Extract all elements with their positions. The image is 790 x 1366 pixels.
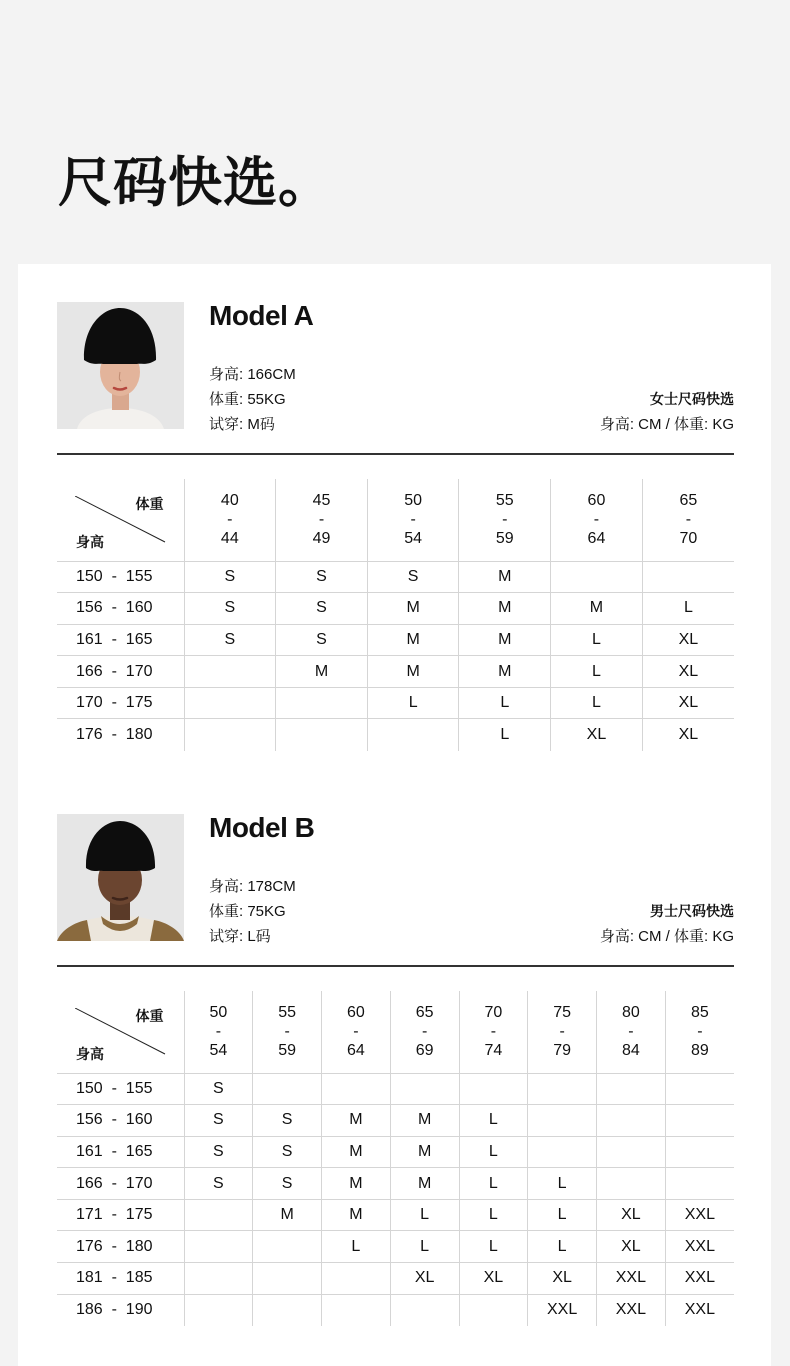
size-cell: XL — [597, 1231, 666, 1263]
size-cell — [184, 656, 276, 688]
model-tryon-size: 试穿: M码 — [209, 416, 275, 433]
table-row — [57, 1294, 734, 1326]
model-tryon-size: 试穿: L码 — [209, 928, 271, 945]
size-cell: XL — [390, 1263, 459, 1295]
size-cell: XL — [551, 719, 643, 751]
height-axis-label: 身高 — [76, 1046, 104, 1062]
size-table-a — [57, 479, 734, 751]
size-cell: M — [390, 1136, 459, 1168]
size-guide-card — [18, 264, 771, 1366]
weight-column-header: 50 - 54 — [367, 479, 459, 561]
size-cell — [597, 1073, 666, 1105]
size-cell — [322, 1073, 391, 1105]
size-cell: L — [459, 1168, 528, 1200]
size-cell: S — [184, 624, 276, 656]
table-row — [57, 1199, 734, 1231]
size-cell: XL — [597, 1199, 666, 1231]
weight-column-header: 45 - 49 — [276, 479, 368, 561]
model-name: Model A — [209, 300, 314, 331]
size-cell — [253, 1231, 322, 1263]
model-stats — [209, 874, 296, 949]
height-range: 166 - 170 — [57, 1168, 184, 1200]
height-range: 176 - 180 — [76, 726, 153, 744]
weight-column-header: 55 - 59 — [459, 479, 551, 561]
size-cell — [642, 561, 734, 593]
height-range: 170 - 175 — [57, 687, 184, 719]
weight-axis-label: 体重 — [135, 496, 164, 512]
size-cell: S — [253, 1136, 322, 1168]
table-row — [57, 656, 734, 688]
size-cell: L — [459, 1199, 528, 1231]
model-a-section — [57, 300, 734, 744]
size-cell: XL — [642, 624, 734, 656]
table-corner — [57, 991, 184, 1073]
size-cell: S — [184, 593, 276, 625]
size-cell: S — [184, 1136, 253, 1168]
guide-info — [600, 899, 734, 949]
size-table-b — [57, 991, 734, 1326]
size-cell: M — [276, 656, 368, 688]
height-range: 156 - 160 — [57, 593, 184, 625]
model-b-section — [57, 812, 734, 1319]
divider — [57, 453, 734, 455]
size-cell — [528, 1073, 597, 1105]
size-cell: M — [367, 656, 459, 688]
model-b-photo — [57, 814, 184, 941]
size-cell: L — [551, 656, 643, 688]
size-cell: XL — [459, 1263, 528, 1295]
weight-column-header: 80 - 84 — [597, 991, 666, 1073]
size-cell: XL — [642, 656, 734, 688]
size-cell — [551, 561, 643, 593]
size-cell: L — [390, 1199, 459, 1231]
size-cell: M — [322, 1105, 391, 1137]
size-cell — [253, 1294, 322, 1326]
weight-column-header: 55 - 59 — [253, 991, 322, 1073]
size-cell: L — [528, 1168, 597, 1200]
table-row — [57, 719, 734, 751]
size-cell: L — [459, 1231, 528, 1263]
size-cell — [459, 1294, 528, 1326]
guide-units: 身高: CM / 体重: KG — [599, 928, 734, 945]
size-cell: L — [642, 593, 734, 625]
size-cell: L — [551, 624, 643, 656]
guide-title: 女士尺码快选 — [650, 391, 734, 407]
size-cell: M — [459, 593, 551, 625]
table-row — [57, 561, 734, 593]
size-cell — [276, 687, 368, 719]
table-row — [57, 1105, 734, 1137]
weight-column-header: 60 - 64 — [322, 991, 391, 1073]
size-cell — [184, 1199, 253, 1231]
size-cell — [597, 1105, 666, 1137]
model-header — [57, 814, 734, 966]
height-range: 186 - 190 — [76, 1301, 153, 1319]
weight-column-header: 85 - 89 — [665, 991, 734, 1073]
model-header — [57, 302, 734, 454]
size-cell: L — [459, 687, 551, 719]
size-cell — [528, 1105, 597, 1137]
size-cell: M — [367, 593, 459, 625]
size-cell: S — [276, 561, 368, 593]
size-cell: S — [367, 561, 459, 593]
size-cell — [367, 719, 459, 751]
size-cell: M — [253, 1199, 322, 1231]
size-cell: M — [390, 1105, 459, 1137]
table-row — [57, 1168, 734, 1200]
size-cell: S — [276, 593, 368, 625]
table-row — [57, 1073, 734, 1105]
size-cell — [665, 1105, 734, 1137]
size-cell — [528, 1136, 597, 1168]
size-cell: XXL — [665, 1199, 734, 1231]
size-cell: M — [459, 561, 551, 593]
guide-units: 身高: CM / 体重: KG — [599, 416, 734, 433]
size-cell: M — [551, 593, 643, 625]
size-cell: S — [184, 1105, 253, 1137]
size-cell: L — [390, 1231, 459, 1263]
size-cell — [184, 1263, 253, 1295]
size-cell: L — [459, 1136, 528, 1168]
height-range: 181 - 185 — [57, 1263, 184, 1295]
size-cell: L — [551, 687, 643, 719]
size-cell — [184, 719, 276, 751]
size-cell — [184, 1294, 253, 1326]
model-weight: 体重: 75KG — [209, 903, 286, 920]
height-range: 150 - 155 — [57, 561, 184, 593]
size-cell — [390, 1294, 459, 1326]
page-title: 尺码快选。 — [58, 151, 333, 214]
weight-column-header: 40 - 44 — [184, 479, 276, 561]
size-cell: S — [276, 624, 368, 656]
height-range: 171 - 175 — [57, 1199, 184, 1231]
size-cell: L — [322, 1231, 391, 1263]
size-cell: XL — [528, 1263, 597, 1295]
model-height: 身高: 178CM — [209, 878, 296, 895]
size-cell: L — [459, 1105, 528, 1137]
size-cell — [459, 1073, 528, 1105]
size-cell — [322, 1263, 391, 1295]
size-cell — [184, 687, 276, 719]
size-cell: XXL — [597, 1263, 666, 1295]
size-cell: S — [184, 1073, 253, 1105]
size-cell — [253, 1263, 322, 1295]
size-cell: XL — [642, 687, 734, 719]
size-cell: L — [528, 1199, 597, 1231]
size-cell: L — [528, 1231, 597, 1263]
table-row — [57, 1136, 734, 1168]
size-cell: M — [459, 624, 551, 656]
size-cell: M — [322, 1136, 391, 1168]
table-row — [57, 593, 734, 625]
height-range: 150 - 155 — [57, 1073, 184, 1105]
size-cell: S — [184, 1168, 253, 1200]
size-cell — [665, 1168, 734, 1200]
weight-axis-label: 体重 — [135, 1008, 164, 1024]
size-cell: M — [459, 656, 551, 688]
model-a-photo — [57, 302, 184, 429]
weight-column-header: 70 - 74 — [459, 991, 528, 1073]
size-cell: XL — [642, 719, 734, 751]
size-cell: S — [253, 1168, 322, 1200]
size-cell: S — [253, 1105, 322, 1137]
weight-column-header: 65 - 69 — [390, 991, 459, 1073]
size-cell: XXL — [528, 1294, 597, 1326]
size-cell: M — [390, 1168, 459, 1200]
size-cell: XXL — [665, 1294, 734, 1326]
model-height: 身高: 166CM — [209, 366, 296, 383]
size-cell — [184, 1231, 253, 1263]
table-header-row — [57, 479, 734, 561]
size-cell: M — [322, 1168, 391, 1200]
model-stats — [209, 362, 296, 437]
model-name: Model B — [209, 812, 315, 843]
size-cell: L — [367, 687, 459, 719]
size-cell — [597, 1168, 666, 1200]
size-cell: L — [459, 719, 551, 751]
size-cell — [390, 1073, 459, 1105]
height-range: 161 - 165 — [57, 624, 184, 656]
size-cell — [597, 1136, 666, 1168]
table-row — [57, 1263, 734, 1295]
size-cell: XXL — [597, 1294, 666, 1326]
weight-column-header: 60 - 64 — [551, 479, 643, 561]
divider — [57, 965, 734, 967]
size-cell: XXL — [665, 1231, 734, 1263]
size-cell — [253, 1073, 322, 1105]
table-row — [57, 624, 734, 656]
weight-column-header: 65 - 70 — [642, 479, 734, 561]
size-cell: S — [184, 561, 276, 593]
size-cell — [665, 1136, 734, 1168]
table-row — [57, 1231, 734, 1263]
guide-info — [600, 387, 734, 437]
model-weight: 体重: 55KG — [209, 391, 286, 408]
height-axis-label: 身高 — [76, 534, 104, 550]
weight-column-header: 50 - 54 — [184, 991, 253, 1073]
weight-column-header: 75 - 79 — [528, 991, 597, 1073]
table-corner — [57, 479, 184, 561]
height-range: 161 - 165 — [57, 1136, 184, 1168]
size-cell — [665, 1073, 734, 1105]
height-range: 176 - 180 — [57, 1231, 184, 1263]
size-cell — [276, 719, 368, 751]
size-cell: XXL — [665, 1263, 734, 1295]
size-cell — [322, 1294, 391, 1326]
height-range: 166 - 170 — [57, 656, 184, 688]
size-cell: M — [322, 1199, 391, 1231]
size-cell: M — [367, 624, 459, 656]
guide-title: 男士尺码快选 — [650, 903, 734, 919]
table-header-row — [57, 991, 734, 1073]
table-row — [57, 687, 734, 719]
height-range: 156 - 160 — [57, 1105, 184, 1137]
